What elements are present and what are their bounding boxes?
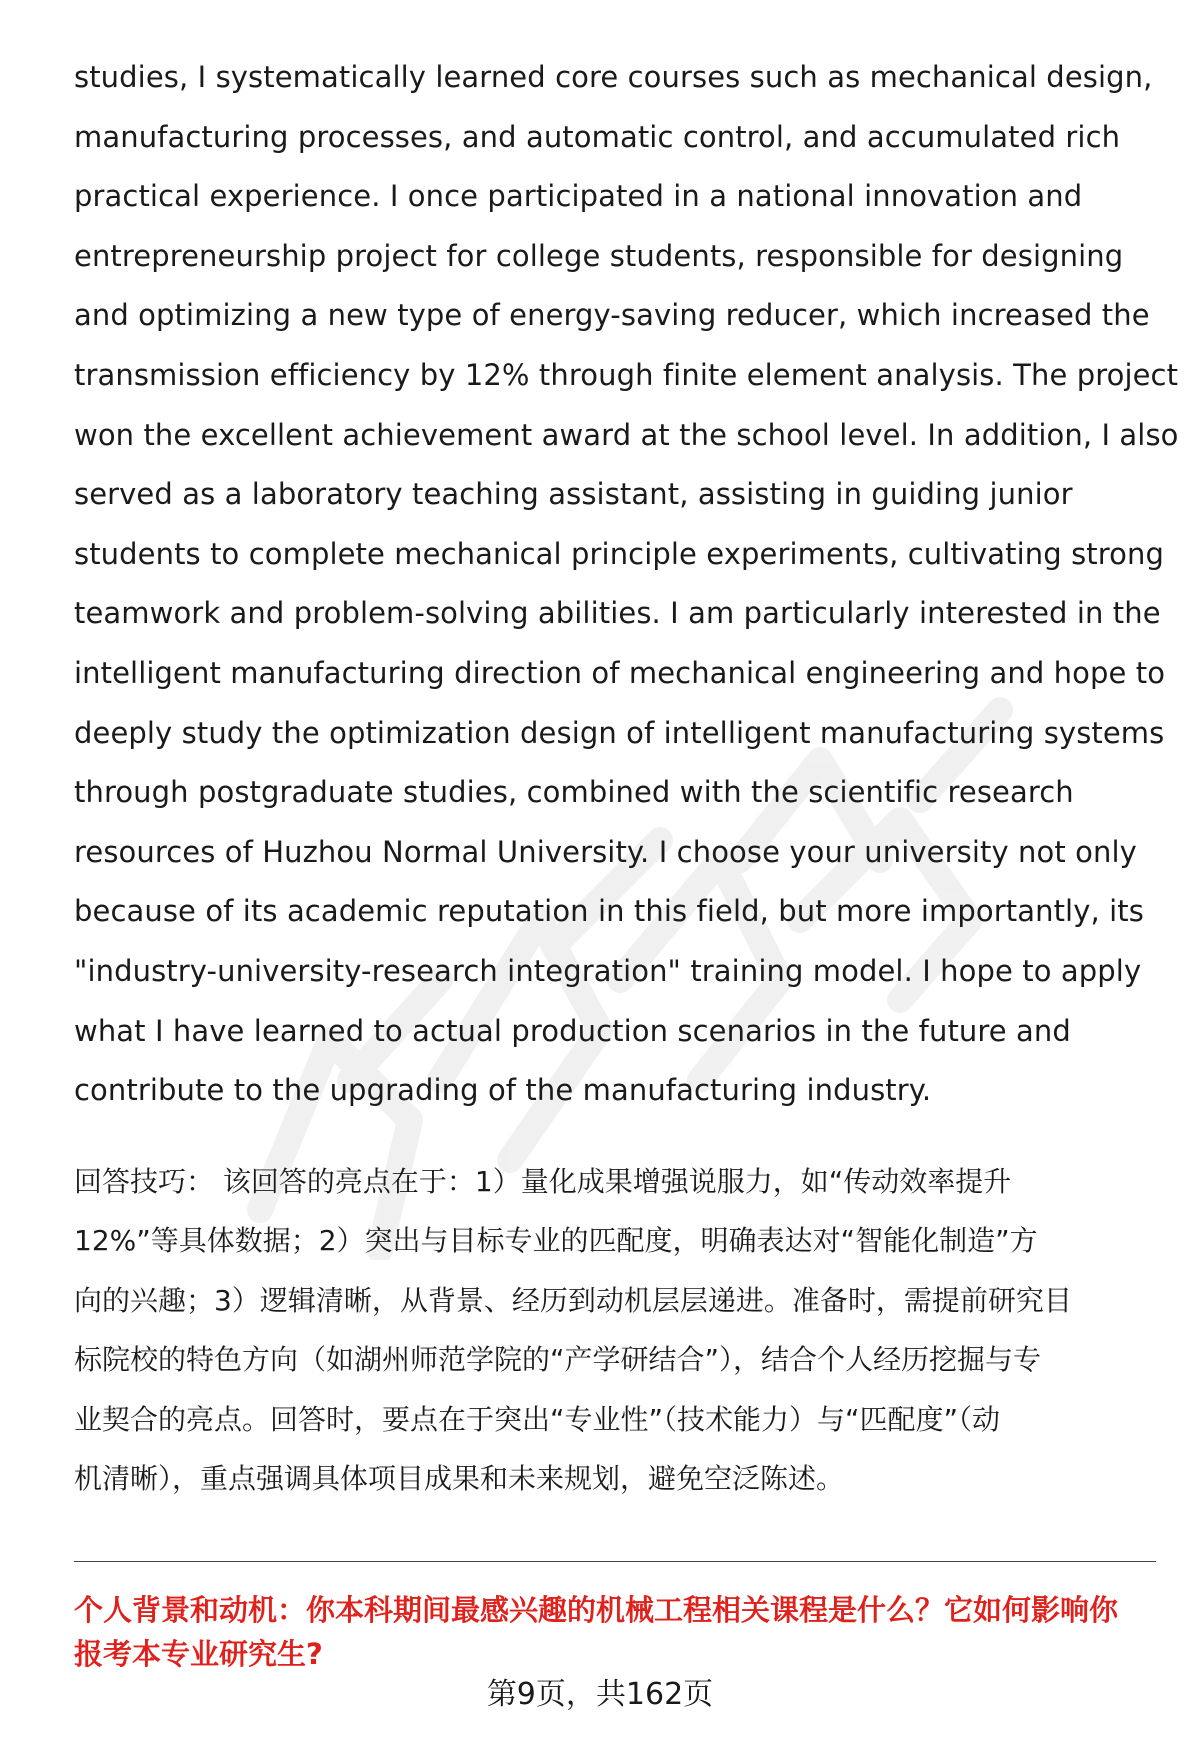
answer-line: entrepreneurship project for college students, responsible for designing (74, 238, 1124, 273)
tips-line: 标院校的特色方向（如湖州师范学院的“产学研结合”），结合个人经历挖掘与专 (74, 1343, 1042, 1377)
answer-tips (74, 1152, 1154, 1508)
answer-line: contribute to the upgrading of the manufacturing industry. (74, 1073, 932, 1108)
answer-line: what I have learned to actual production scenarios in the future and (74, 1013, 1071, 1048)
question-line: 个人背景和动机：你本科期间最感兴趣的机械工程相关课程是什么？它如何影响你 (74, 1593, 1119, 1627)
answer-line: studies, I systematically learned core courses such as mechanical design, (74, 60, 1153, 94)
tips-line: 12%”等具体数据；2）突出与目标专业的匹配度，明确表达对“智能化制造”方 (74, 1224, 1038, 1258)
answer-line: won the excellent achievement award at the school level. In addition, I also (74, 417, 1179, 452)
answer-line: manufacturing processes, and automatic control, and accumulated rich (74, 119, 1121, 154)
question-line: 报考本专业研究生? (74, 1637, 323, 1671)
tips-line: 业契合的亮点。回答时，要点在于突出“专业性”（技术能力）与“匹配度”（动 (74, 1402, 1001, 1436)
page-number: 第9页，共162页 (486, 1677, 714, 1712)
answer-line: students to complete mechanical principle experiments, cultivating strong (74, 536, 1164, 571)
tips-line: 向的兴趣；3）逻辑清晰，从背景、经历到动机层层递进。准备时，需提前研究目 (74, 1283, 1072, 1317)
answer-line: served as a laboratory teaching assistant, assisting in guiding junior (74, 477, 1073, 512)
answer-line: and optimizing a new type of energy-saving reducer, which increased the (74, 298, 1150, 333)
tips-line: 回答技巧： 该回答的亮点在于：1）量化成果增强说服力，如“传动效率提升 (74, 1165, 1012, 1198)
answer-line: "industry-university-research integration" training model. I hope to apply (74, 953, 1142, 988)
answer-line: deeply study the optimization design of intelligent manufacturing systems (74, 715, 1165, 750)
section-divider (74, 1561, 1156, 1562)
answer-line: because of its academic reputation in this field, but more importantly, its (74, 894, 1144, 929)
answer-line: through postgraduate studies, combined with the scientific research (74, 775, 1074, 810)
tips-line: 机清晰），重点强调具体项目成果和未来规划，避免空泛陈述。 (74, 1462, 845, 1496)
next-question-heading (74, 1588, 1164, 1676)
answer-line: practical experience. I once participated in a national innovation and (74, 179, 1083, 214)
answer-line: intelligent manufacturing direction of mechanical engineering and hope to (74, 655, 1166, 690)
answer-line: transmission efficiency by 12% through finite element analysis. The project (74, 357, 1179, 392)
answer-paragraph (74, 48, 1179, 1121)
answer-line: teamwork and problem-solving abilities. I am particularly interested in the (74, 596, 1161, 631)
answer-line: resources of Huzhou Normal University. I choose your university not only (74, 834, 1137, 869)
